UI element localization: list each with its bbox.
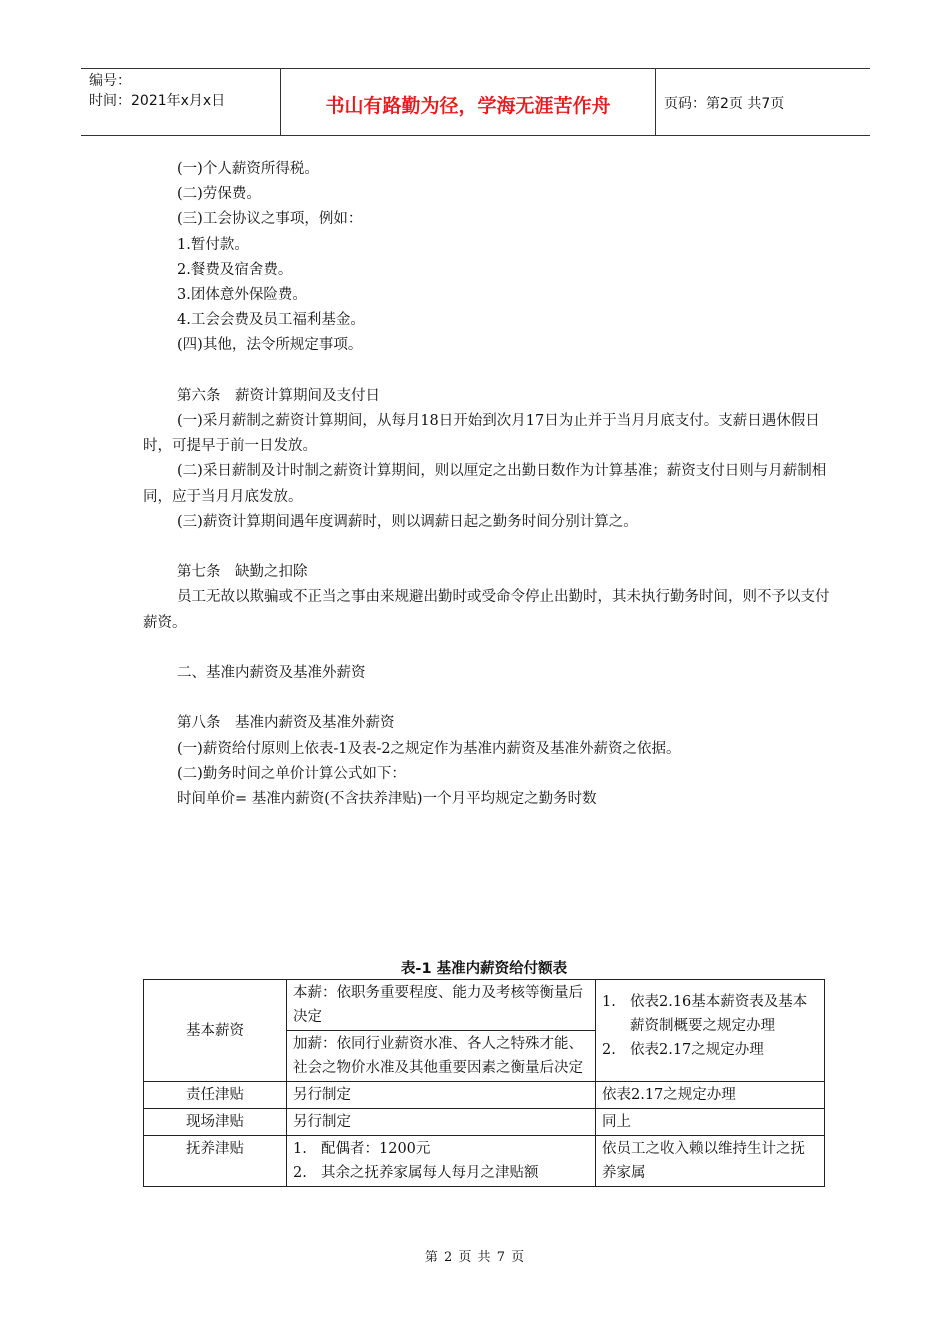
header-page-info: 页码：第2页 共7页 [664, 96, 785, 112]
table-cell: 另行制定 [287, 1109, 596, 1136]
table-cell: 依表2.17之规定办理 [596, 1082, 825, 1109]
paragraph: (二)采日薪制及计时制之薪资计算期间，则以厘定之出勤日数作为计算基准；薪资支付日则与月薪制相同，应于当月月底发放。 [143, 463, 827, 505]
paragraph: (一)个人薪资所得税。 [177, 161, 319, 177]
table-cell: 同上 [596, 1109, 825, 1136]
table-row [144, 1109, 825, 1136]
paragraph: 2.餐费及宿舍费。 [177, 261, 293, 278]
table-cell: 本薪：依职务重要程度、能力及考核等衡量后决定 [287, 980, 596, 1031]
article-6-title: 第六条 薪资计算期间及支付日 [177, 387, 380, 404]
table-cell: 现场津贴 [144, 1109, 287, 1136]
table-row [144, 980, 825, 1031]
paragraph: 1.暂付款。 [177, 236, 249, 253]
header-meta [81, 69, 281, 135]
paragraph: (二)劳保费。 [177, 186, 261, 203]
paragraph: 4.工会会费及员工福利基金。 [177, 312, 365, 329]
table-cell: 责任津贴 [144, 1082, 287, 1109]
document-body [143, 157, 833, 812]
paragraph: (四)其他，法令所规定事项。 [177, 337, 363, 354]
list-number: 2. [602, 1042, 616, 1058]
table-cell: 基本薪资 [144, 980, 287, 1082]
paragraph: 3.团体意外保险费。 [177, 287, 307, 304]
table-cell [287, 1136, 596, 1187]
paragraph: (三)工会协议之事项，例如： [177, 211, 363, 228]
table-row [144, 1136, 825, 1187]
paragraph: (三)薪资计算期间遇年度调薪时，则以调薪日起之勤务时间分别计算之。 [177, 513, 638, 530]
table-title: 表-1 基准内薪资给付额表 [400, 961, 568, 977]
article-8-title: 第八条 基准内薪资及基准外薪资 [177, 715, 395, 732]
table-row [144, 1082, 825, 1109]
list-item: 其余之抚养家属每人每月之津贴额 [321, 1165, 539, 1181]
number-label: 编号： [89, 73, 131, 89]
page-footer: 第 2 页 共 7 页 [424, 1250, 526, 1265]
paragraph: (一)采月薪制之薪资计算期间，从每月18日开始到次月17日为止并于当月月底支付。支薪日遇休假日时，可提早于前一日发放。 [143, 413, 820, 455]
paragraph: (二)勤务时间之单价计算公式如下： [177, 765, 406, 782]
paragraph: 员工无故以欺骗或不正当之事由来规避出勤时或受命令停止出勤时，其未执行勤务时间，则不予以支付薪资。 [143, 589, 830, 631]
salary-table [143, 979, 825, 1187]
list-number: 1. [602, 994, 616, 1010]
paragraph: (一)薪资给付原则上依表-1及表-2之规定作为基准内薪资及基准外薪资之依据。 [177, 740, 681, 757]
list-item: 依表2.16基本薪资表及基本薪资制概要之规定办理 [630, 994, 808, 1034]
table-cell: 加薪：依同行业薪资水准、各人之特殊才能、社会之物价水准及其他重要因素之衡量后决定 [287, 1031, 596, 1082]
list-item: 依表2.17之规定办理 [630, 1042, 764, 1058]
section-2-title: 二、基准内薪资及基准外薪资 [177, 665, 366, 682]
table-cell: 抚养津贴 [144, 1136, 287, 1187]
list-number: 2. [293, 1165, 307, 1181]
header-motto: 书山有路勤为径，学海无涯苦作舟 [281, 69, 656, 135]
list-item: 配偶者：1200元 [321, 1141, 431, 1157]
time-label: 时间：2021年x月x日 [89, 93, 226, 109]
table-cell: 另行制定 [287, 1082, 596, 1109]
formula: 时间单价= 基准内薪资(不含扶养津贴)一个月平均规定之勤务时数 [177, 791, 597, 808]
list-number: 1. [293, 1141, 307, 1157]
article-7-title: 第七条 缺勤之扣除 [177, 564, 308, 581]
page-header [81, 68, 870, 136]
table-cell [596, 980, 825, 1082]
table-cell: 依员工之收入赖以维持生计之抚养家属 [596, 1136, 825, 1187]
